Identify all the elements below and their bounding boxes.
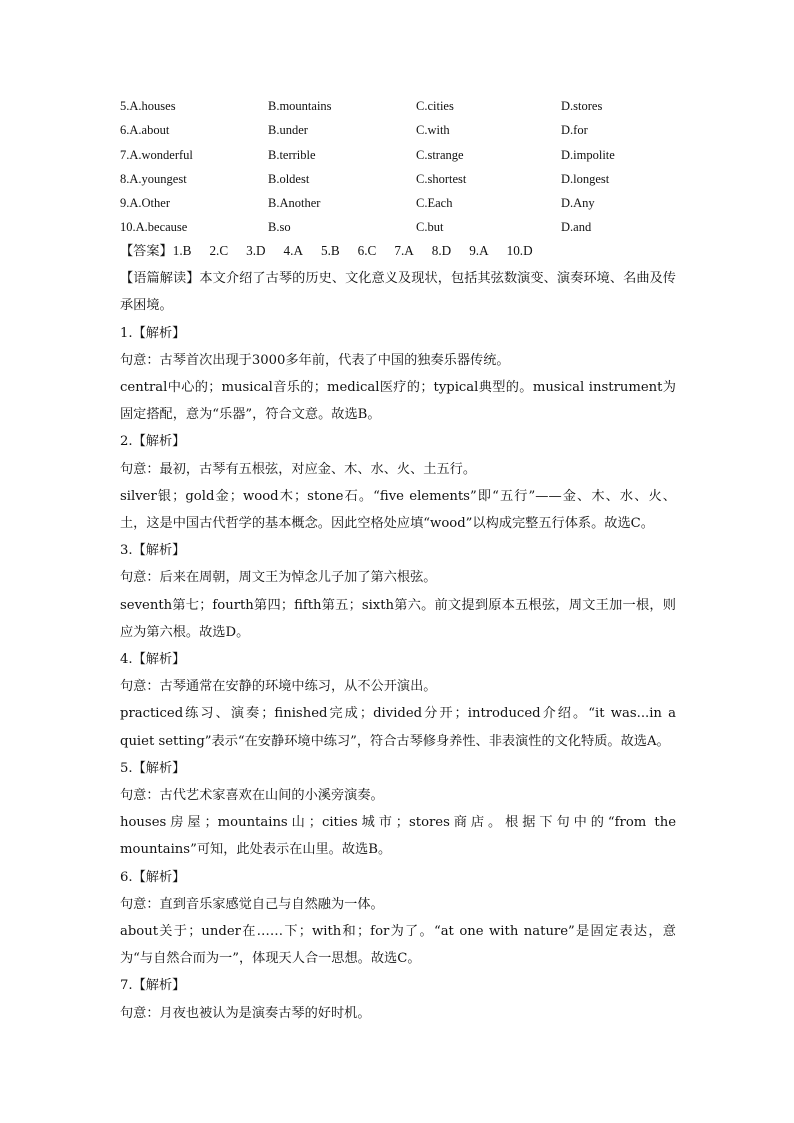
option-b: B.mountains (268, 99, 332, 113)
analysis-text: silver银；gold金；wood木；stone石。“five elements”即“五行”——金、木、水、火、土，这是中国古代哲学的基本概念。因此空格处应填“wood”以构成完整五行体系。故选C。 (120, 488, 676, 532)
option-row (120, 191, 680, 215)
option-d: D.Any (561, 196, 595, 211)
option-d: D.longest (561, 171, 610, 186)
passage-summary: 【语篇解读】本文介绍了古琴的历史、文化意义及现状，包括其弦数演变、演奏环境、名曲及传承困境。 (120, 271, 676, 314)
sentence-meaning: 句意：月夜也被认为是演奏古琴的好时机。 (120, 1005, 371, 1021)
analysis-heading: 2.【解析】 (120, 434, 186, 450)
option-row (120, 143, 680, 167)
option-c: C.but (416, 220, 444, 235)
analysis-heading: 4.【解析】 (120, 652, 186, 668)
sentence-meaning: 句意：后来在周朝，周文王为悼念儿子加了第六根弦。 (120, 570, 437, 586)
option-c: C.shortest (416, 171, 467, 186)
answer-key: 10.D (506, 243, 533, 258)
option-c: C.cities (416, 99, 454, 113)
option-a: 5.A.houses (120, 99, 176, 113)
answer-key: 7.A (394, 243, 414, 258)
answer-key: 6.C (357, 243, 377, 258)
option-b: B.terrible (268, 147, 316, 162)
analysis-heading: 3.【解析】 (120, 543, 186, 559)
option-b: B.oldest (268, 171, 310, 186)
answer-line (120, 237, 676, 265)
sentence-meaning: 句意：最初，古琴有五根弦，对应金、木、水、火、土五行。 (120, 461, 477, 477)
analysis-text: practiced练习、演奏；finished完成；divided分开；introduced介绍。“it was...in a quiet setting”表示“在安静环境中练习”，符合古琴修身养性、非表演性的文化特质。故选A。 (120, 706, 676, 749)
option-c: C.with (416, 123, 450, 138)
answer-key: 8.D (431, 243, 452, 258)
option-a: 8.A.youngest (120, 171, 187, 186)
option-row (120, 94, 680, 118)
analysis-heading: 1.【解析】 (120, 325, 186, 341)
option-a: 7.A.wonderful (120, 147, 193, 162)
option-a: 10.A.because (120, 220, 188, 235)
answer-label: 【答案】 (120, 244, 173, 259)
option-table (120, 94, 680, 240)
option-a: 9.A.Other (120, 196, 170, 211)
option-c: C.strange (416, 147, 464, 162)
analysis-heading: 5.【解析】 (120, 760, 186, 776)
answer-key: 5.B (320, 243, 340, 258)
analysis-text: houses房屋；mountains山；cities城市；stores商店。根据下句中的“from the mountains”可知，此处表示在山里。故选B。 (120, 815, 676, 858)
answer-key: 3.D (246, 243, 266, 258)
analysis-text: central中心的；musical音乐的；medical医疗的；typical典型的。musical instrument为固定搭配，意为“乐器”，符合文意。故选B。 (120, 380, 676, 423)
sentence-meaning: 句意：古琴首次出现于3000多年前，代表了中国的独奏乐器传统。 (120, 352, 510, 368)
explanation-body (120, 237, 676, 1027)
sentence-meaning: 句意：古代艺术家喜欢在山间的小溪旁演奏。 (120, 788, 384, 804)
option-b: B.so (268, 220, 291, 235)
sentence-meaning: 句意：直到音乐家感觉自己与自然融为一体。 (120, 896, 384, 912)
answer-key: 2.C (209, 243, 229, 258)
option-a: 6.A.about (120, 123, 170, 138)
analysis-heading: 6.【解析】 (120, 869, 186, 885)
option-d: D.for (561, 123, 588, 138)
analysis-text: seventh第七；fourth第四；fifth第五；sixth第六。前文提到原本五根弦，周文王加一根，则应为第六根。故选D。 (120, 597, 676, 640)
analysis-text: about关于；under在……下；with和；for为了。“at one with nature”是固定表达，意为“与自然合而为一”，体现天人合一思想。故选C。 (120, 924, 676, 967)
answer-key: 1.B (172, 243, 192, 258)
option-c: C.Each (416, 196, 453, 211)
option-b: B.Another (268, 196, 321, 211)
answer-key: 9.A (469, 243, 489, 258)
option-row (120, 167, 680, 191)
option-d: D.impolite (561, 147, 615, 162)
option-row (120, 118, 680, 142)
analysis-heading: 7.【解析】 (120, 978, 186, 994)
option-d: D.and (561, 220, 592, 235)
answer-key: 4.A (283, 243, 303, 258)
option-b: B.under (268, 123, 308, 138)
sentence-meaning: 句意：古琴通常在安静的环境中练习，从不公开演出。 (120, 679, 437, 695)
option-d: D.stores (561, 99, 603, 113)
